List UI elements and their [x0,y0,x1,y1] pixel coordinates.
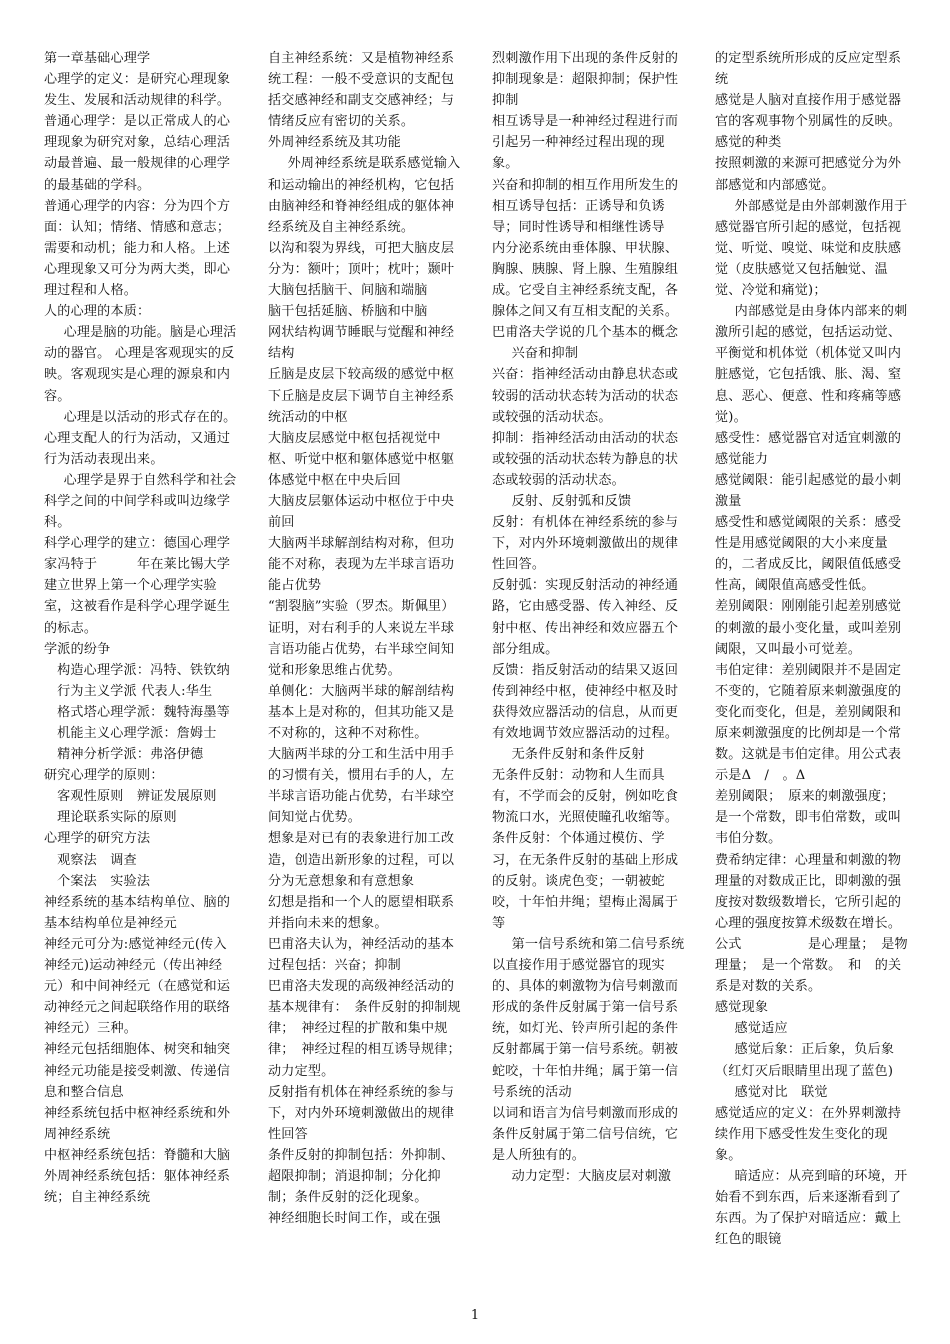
paragraph: 精神分析学派：弗洛伊德 [57,747,204,763]
paragraph: 条件反射：个体通过模仿、学习，在无条件反射的基础上形成的反射。谈虎色变；一朝被蛇咬，十年怕井绳；望梅止渴属于等 [492,831,679,931]
paragraph: 普通心理学：是以正常成人的心理现象为研究对象，总结心理活动最普遍、最一般规律的心理学的最基础的学科。 [44,114,231,193]
paragraph: 反射指有机体在神经系统的参与下，对内外环境刺激做出的规律性回答 [268,1084,455,1142]
paragraph: 烈刺激作用下出现的条件反射的抑制现象是：超限抑制；保护性抑制 [492,51,679,109]
paragraph: 科学心理学的建立：德国心理学家冯特于 年在莱比锡大学建立世界上第一个心理学实验室，这被看作是科学心理学诞生的标志。 [44,536,231,636]
text-column-2 [268,48,468,1229]
paragraph: 内部感觉是由身体内部来的刺激所引起的感觉，包括运动觉、平衡觉和机体觉（机体觉又叫内脏感觉，它包括饿、胀、渴、窒息、恶心、便意、性和疼痛等感觉)。 [715,304,908,425]
paragraph: 无条件反射：动物和人生而具有，不学而会的反射，例如吃食物流口水，光照使瞳孔收缩等。 [492,768,679,826]
paragraph: 机能主义心理学派：詹姆士 [57,726,217,741]
paragraph: 研究心理学的原则： [44,768,164,784]
paragraph: 丘脑是皮层下较高级的感觉中枢 [268,367,455,383]
paragraph: 感觉的种类 [715,135,782,151]
paragraph: 神经细胞长时间工作，或在强 [268,1211,441,1227]
paragraph: 外周神经系统及其功能 [268,135,401,151]
paragraph: 心理学的定义：是研究心理现象发生、发展和活动规律的科学。 [44,72,231,109]
paragraph: 相互诱导是一种神经过程进行而引起另一种神经过程出现的现象。 [492,114,679,172]
paragraph: 理论联系实际的原则 [57,810,177,826]
paragraph: 心理学的研究方法 [44,831,151,847]
text-column-4 [715,48,911,1250]
paragraph: 以沟和裂为界线，可把大脑皮层分为：额叶；顶叶；枕叶；颞叶 [268,240,455,277]
text-column-1 [44,48,240,1208]
paragraph: 兴奋：指神经活动由静息状态或较弱的活动状态转为活动的状态或较强的活动状态。 [492,367,679,425]
text-column-3 [492,48,688,1187]
paragraph: 格式塔心理学派：魏特海墨等 [57,704,230,720]
paragraph: 反射、反射弧和反馈 [511,493,632,509]
paragraph: 学派的纷争 [44,641,111,657]
paragraph: 构造心理学派：冯特、铁钦纳 [57,662,230,678]
paragraph: 大脑皮层躯体运动中枢位于中央前回 [268,493,455,531]
paragraph: 以词和语言为信号刺激而形成的条件反射属于第二信号信统，它是人所独有的。 [492,1105,679,1163]
paragraph: 心理是脑的功能。脑是心理活动的器官。 心理是客观现实的反映。客观现实是心理的源泉和内容。 [44,325,237,404]
paragraph: 自主神经系统：又是植物神经系统工程：一般不受意识的支配包括交感神经和副支交感神经；与情绪反应有密切的关系。 [268,51,455,130]
paragraph: 普通心理学的内容：分为四个方面：认知；情绪、情感和意志；需要和动机；能力和人格。上述心理现象又可分为两大类，即心理过程和人格。 [44,198,231,299]
paragraph: 幻想是指和一个人的愿望相联系并指向未来的想象。 [268,894,455,931]
paragraph: 大脑两半球的分工和生活中用手的习惯有关，惯用右手的人，左半球言语功能占优势，右半球空间知觉占优势。 [268,747,455,826]
paragraph: 外周神经系统是联系感觉输入和运动输出的神经机构，它包括由脑神经和脊神经组成的躯体神经系统及自主神经系统。 [268,156,461,235]
paragraph: 下丘脑是皮层下调节自主神经系统活动的中枢 [268,388,455,425]
paragraph: 反射：有机体在神经系统的参与下，对内外环境刺激做出的规律性回答。 [492,515,679,573]
paragraph: 兴奋和抑制的相互作用所发生的相互诱导包括：正诱导和负诱导；同时性诱导和相继性诱导 [492,177,679,235]
paragraph: 反馈：指反射活动的结果又返回传到神经中枢，使神经中枢及时获得效应器活动的信息，从而更有效地调节效应器活动的过程。 [492,662,679,741]
paragraph: 心理学是界于自然科学和社会科学之间的中间学科或叫边缘学科。 [44,472,237,531]
paragraph: 兴奋和抑制 [511,346,579,362]
paragraph: 中枢神经系统包括：脊髓和大脑 [44,1147,231,1163]
paragraph: 感觉后象：正后象，负后象（红灯灭后眼睛里出现了蓝色) [715,1042,895,1079]
paragraph: 感觉现象 [715,1000,769,1016]
paragraph: 巴甫洛夫认为，神经活动的基本过程包括：兴奋；抑制 [268,936,455,974]
paragraph: 巴甫洛夫发现的高级神经活动的基本规律有： 条件反射的抑制规律； 神经过程的扩散和集中规律； 神经过程的相互诱导规律； 动力定型。 [268,979,468,1079]
paragraph: “割裂脑”实验（罗杰。斯佩里）证明，对右利手的人来说左半球言语功能占优势，右半球空间知觉和形象思维占优势。 [268,599,455,678]
paragraph: 神经元包括细胞体、树突和轴突 [44,1042,231,1058]
paragraph: 外部感觉是由外部刺激作用于感觉器官所引起的感觉，包括视觉、听觉、嗅觉、味觉和皮肤感觉（皮肤感觉又包括触觉、温觉、冷觉和痛觉)； [715,198,908,299]
paragraph: 感觉适应的定义：在外界刺激持续作用下感受性发生变化的现象。 [715,1105,902,1163]
paragraph: 差别阈限； 原来的刺激强度； 是一个常数，即韦伯常数，或叫韦伯分数。 [715,789,902,847]
paragraph: 神经系统包括中枢神经系统和外周神经系统 [44,1105,231,1142]
paragraph: 第一章基础心理学 [44,51,151,66]
paragraph: 大脑两半球解剖结构对称，但功能不对称，表现为左半球言语功能占优势 [268,536,455,594]
paragraph: 感觉适应 [734,1021,788,1037]
paragraph: 费希纳定律：心理量和刺激的物理量的对数成正比，即刺激的强度按对数级数增长，它所引起的心理的强度按算术级数在增长。公式 是心理量； 是物理量； 是一个常数。 和 的关系是对数的关系。 [715,852,908,995]
paragraph: 巴甫洛夫学说的几个基本的概念 [492,325,679,341]
paragraph: 感受性和感觉阈限的关系：感受性是用感觉阈限的大小来度量的，二者成反比，阈限值低感受性高，阈限值高感受性低。 [715,515,902,594]
paragraph: 个案法 实验法 [57,873,151,889]
paragraph: 行为主义学派 代表人:华生 [57,683,213,699]
paragraph: 内分泌系统由垂体腺、甲状腺、胸腺、胰腺、肾上腺、生殖腺组成。它受自主神经系统支配，各腺体之间又有互相支配的关系。 [492,240,679,320]
page-number: 1 [470,1308,480,1323]
paragraph: 的定型系统所形成的反应定型系统 [715,51,902,88]
paragraph: 感受性：感觉器官对适宜刺激的感觉能力 [715,430,902,467]
paragraph: 网状结构调节睡眠与觉醒和神经结构 [268,325,455,362]
paragraph: 条件反射的抑制包括：外抑制、超限抑制；消退抑制；分化抑制；条件反射的泛化现象。 [268,1147,455,1206]
paragraph: 感觉是人脑对直接作用于感觉器官的客观事物个别属性的反映。 [715,93,902,130]
paragraph: 神经元可分为:感觉神经元(传入神经元)运动神经元（传出神经元）和中间神经元（在感觉和运动神经元之间起联络作用的联络神经元）三种。 [44,936,231,1037]
paragraph: 想象是对已有的表象进行加工改造，创造出新形象的过程，可以分为无意想象和有意想象 [268,831,455,889]
paragraph: 按照刺激的来源可把感觉分为外部感觉和内部感觉。 [715,156,902,193]
paragraph: 单侧化：大脑两半球的解剖结构基本上是对称的，但其功能又是不对称的，这种不对称性。 [268,683,455,741]
paragraph: 外周神经系统包括：躯体神经系统；自主神经系统 [44,1168,231,1206]
paragraph: 差别阈限：刚刚能引起差别感觉的刺激的最小变化量，或叫差别阈限，又叫最小可觉差。 [715,599,902,657]
paragraph: 脑干包括延脑、桥脑和中脑 [268,304,428,320]
paragraph: 反射弧：实现反射活动的神经通路，它由感受器、传入神经、反射中枢、传出神经和效应器五个部分组成。 [492,578,679,657]
paragraph: 观察法 调查 [57,852,137,868]
paragraph: 客观性原则 辨证发展原则 [57,789,217,805]
paragraph: 抑制：指神经活动由活动的状态或较强的活动状态转为静息的状态或较弱的活动状态。 [492,430,679,488]
paragraph: 大脑皮层感觉中枢包括视觉中枢、听觉中枢和躯体感觉中枢躯体感觉中枢在中央后回 [268,430,455,488]
paragraph: 神经元功能是接受刺激、传递信息和整合信息 [44,1063,231,1100]
paragraph: 感觉对比 联觉 [734,1084,828,1100]
paragraph: 神经系统的基本结构单位、脑的基本结构单位是神经元 [44,894,231,931]
paragraph: 第一信号系统和第二信号系统 [511,936,685,952]
paragraph: 以直接作用于感觉器官的现实的、具体的刺激物为信号刺激而形成的条件反射属于第一信号系统，如灯光、铃声所引起的条件反射都属于第一信号系统。朝被蛇咬，十年怕井绳；属于第一信号系统的活动 [492,958,679,1100]
paragraph: 韦伯定律：差别阈限并不是固定不变的，它随着原来刺激强度的变化而变化，但是，差别阈限和原来刺激强度的比例却是一个常数。这就是韦伯定律。用公式表示是Δ / 。Δ [715,662,902,784]
paragraph: 暗适应：从亮到暗的环境，开始看不到东西，后来逐渐看到了东西。为了保护对暗适应：戴上红色的眼镜 [715,1168,908,1248]
paragraph: 心理是以活动的形式存在的。心理支配人的行为活动，又通过行为活动表现出来。 [44,409,237,467]
paragraph: 动力定型：大脑皮层对刺激 [511,1168,672,1184]
paragraph: 感觉阈限：能引起感觉的最小刺激量 [715,472,902,509]
paragraph: 无条件反射和条件反射 [511,747,645,763]
paragraph: 人的心理的本质： [44,304,151,320]
paragraph: 大脑包括脑干、间脑和端脑 [268,283,428,299]
